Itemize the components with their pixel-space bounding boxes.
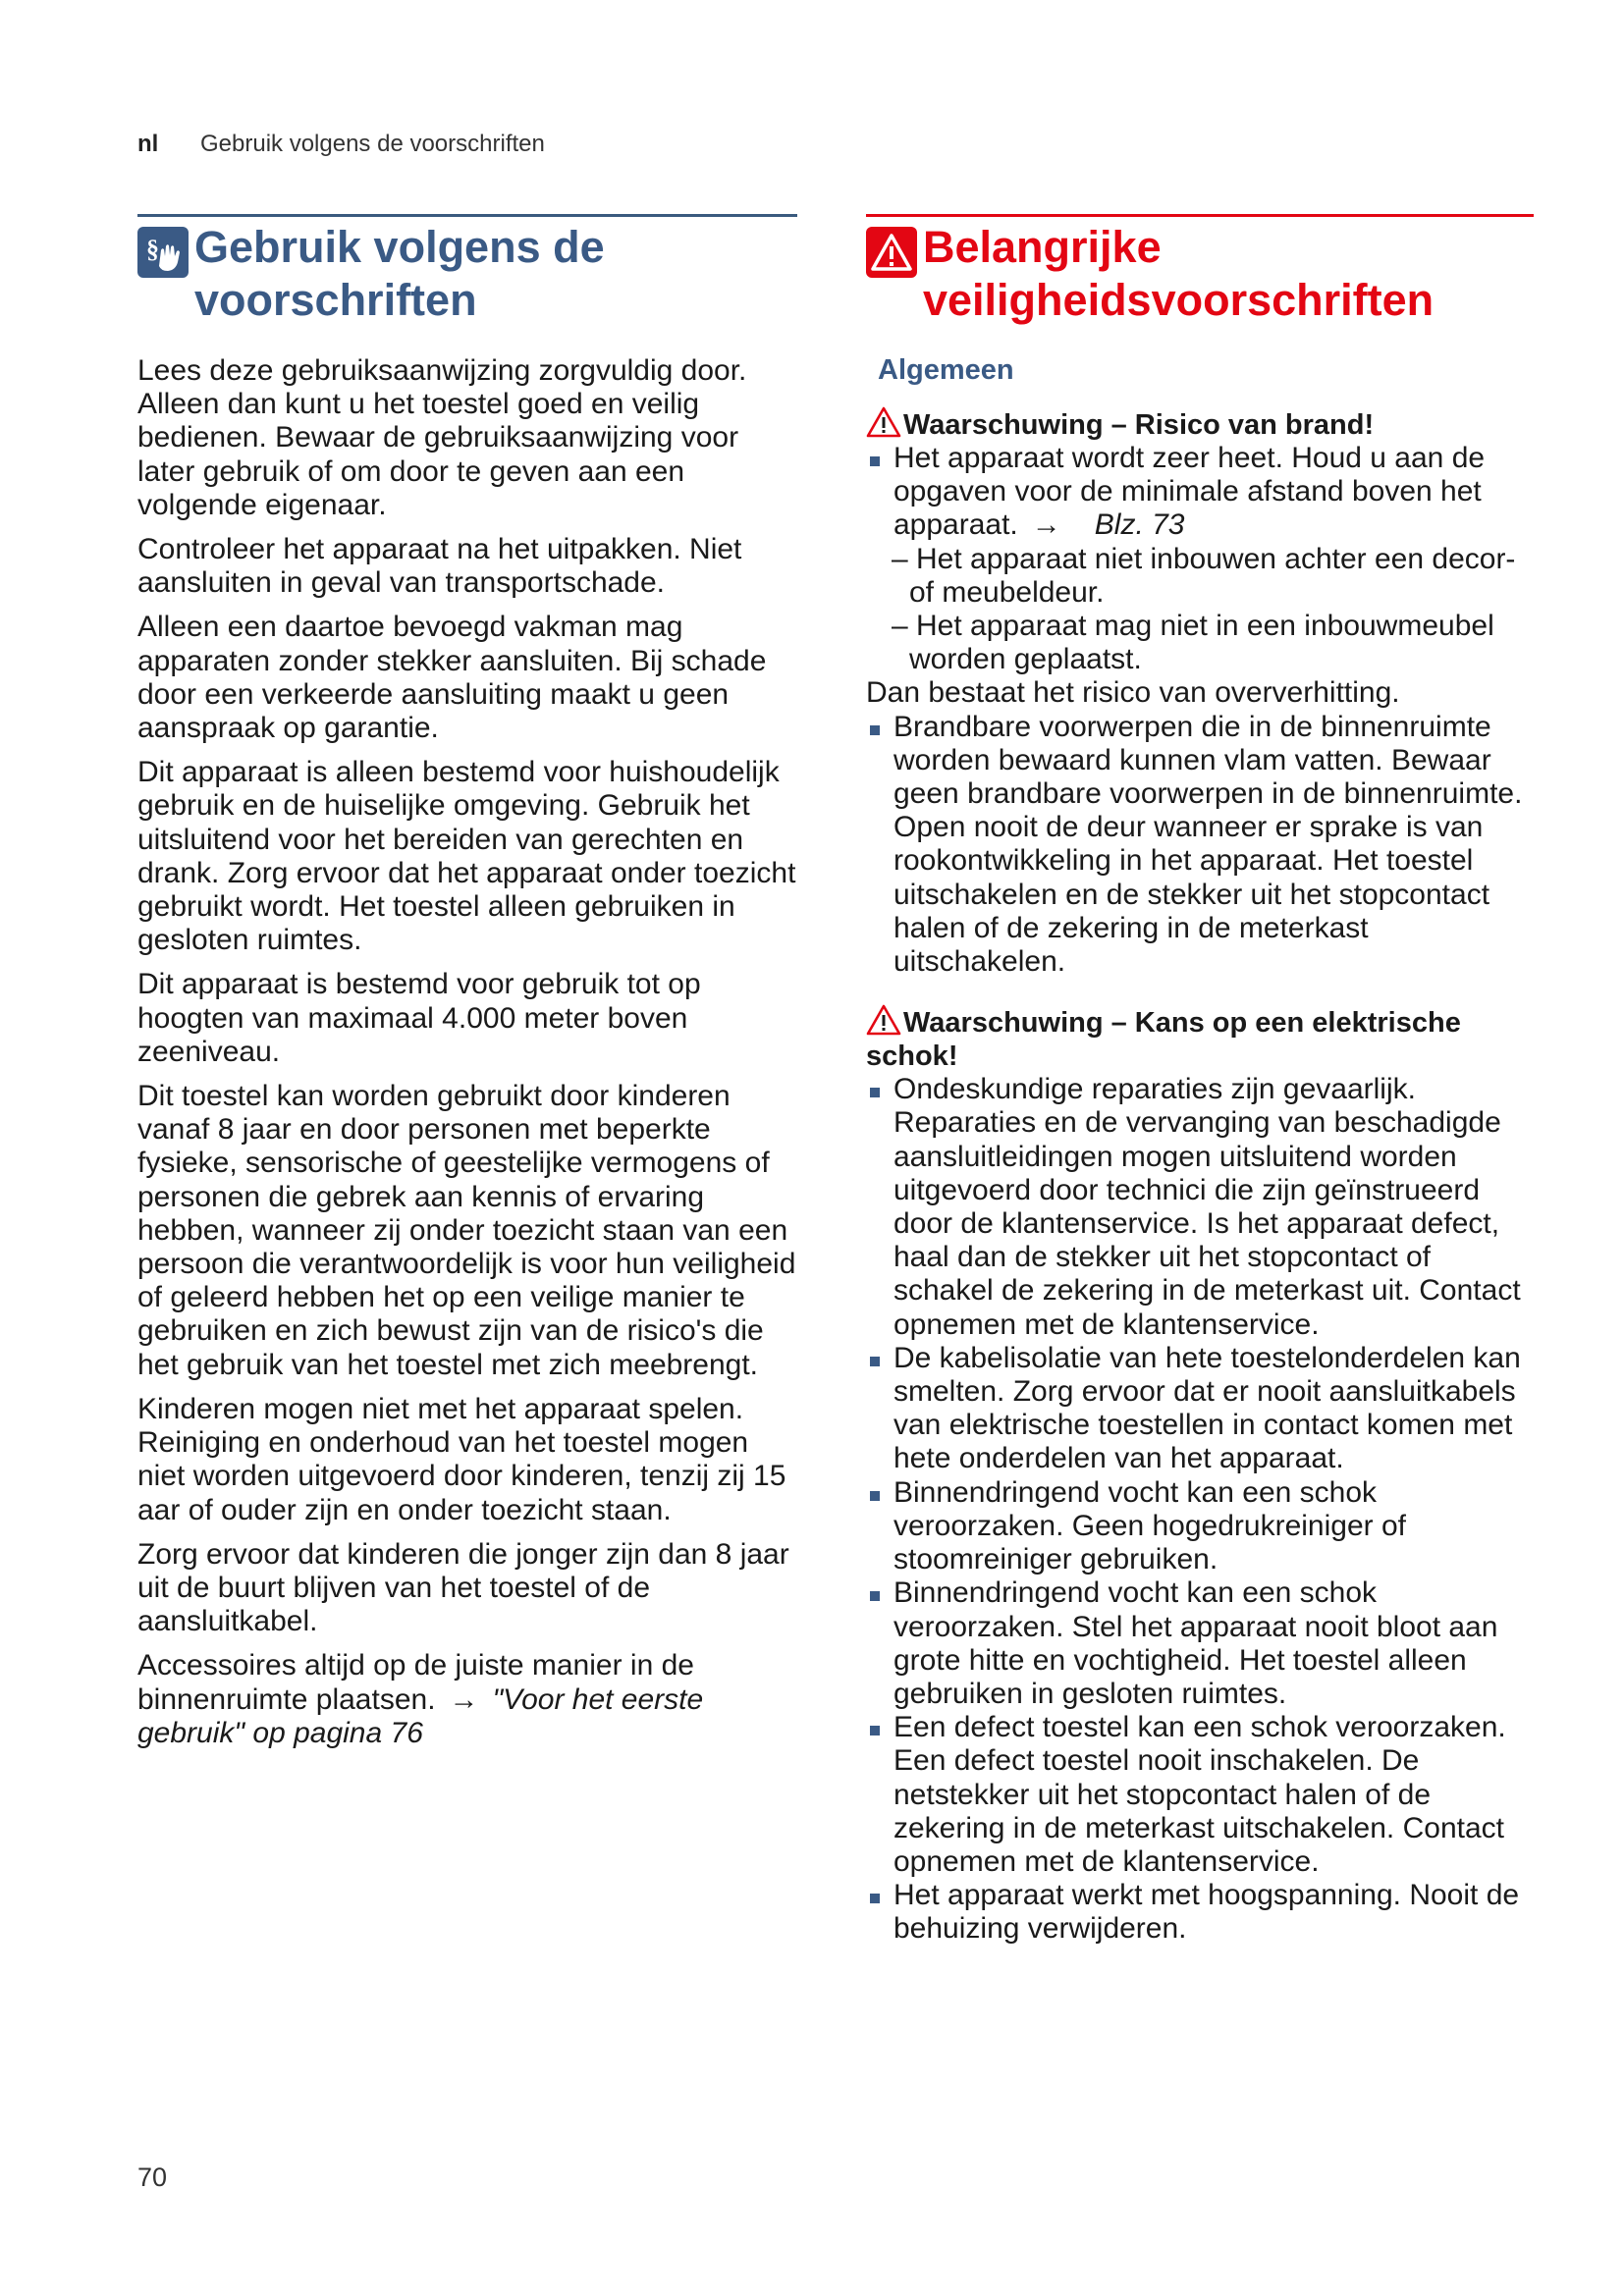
list-item	[866, 1342, 1534, 1476]
section-rule	[137, 214, 797, 217]
bullet-icon	[870, 1726, 880, 1735]
warning-title-text: Waarschuwing – Risico van brand!	[903, 409, 1375, 441]
list-item-text: Binnendringend vocht kan een schok veroorzaken. Geen hogedrukreiniger of stoomreiniger gebruiken.	[893, 1475, 1406, 1576]
bullet-icon	[870, 456, 880, 466]
paragraph-with-reference	[137, 1649, 797, 1750]
warning-title-text: Waarschuwing – Kans op een elektrische schok!	[866, 1007, 1461, 1073]
warning-triangle-icon	[866, 227, 917, 278]
paragraph: Kinderen mogen niet met het apparaat spelen. Reiniging en onderhoud van het toestel mogen niet worden uitgevoerd door kinderen, tenzij zij 15 aar of ouder zijn en onder toezicht staan.	[137, 1392, 786, 1526]
list-item-text: Brandbare voorwerpen die in de binnenruimte worden bewaard kunnen vlam vatten. Bewaar geen brandbare voorwerpen in de binnenruimte. Open nooit de deur wanneer er sprake is van rookontwikkeling in het apparaat. Het toestel uitschakelen en de stekker uit het stopcontact halen of de zekering in de meterkast uitschakelen.	[893, 710, 1523, 979]
arrow-icon: →	[449, 1682, 479, 1716]
paragraph: Alleen een daartoe bevoegd vakman mag apparaten zonder stekker aansluiten. Bij schade door een verkeerde aansluiting maakt u geen aanspraak op garantie.	[137, 611, 767, 745]
list-item	[866, 442, 1534, 543]
arrow-icon: →	[1031, 508, 1061, 542]
warning-electric-shock	[866, 1004, 1534, 1946]
paragraph-hand-icon	[137, 227, 189, 278]
warning-list	[866, 442, 1534, 543]
paragraph: Zorg ervoor dat kinderen die jonger zijn dan 8 jaar uit de buurt blijven van het toestel of de aansluitkabel.	[137, 1537, 789, 1638]
list-item	[866, 1711, 1534, 1879]
list-item-text: Binnendringend vocht kan een schok veroorzaken. Stel het apparaat nooit bloot aan grote hitte en vochtigheid. Het toestel alleen gebruiken in gesloten ruimtes.	[893, 1576, 1498, 1710]
bullet-icon	[870, 1357, 880, 1366]
paragraph: Lees deze gebruiksaanwijzing zorgvuldig door. Alleen dan kunt u het toestel goed en veilig bedienen. Bewaar de gebruiksaanwijzing voor later gebruik of om door te geven aan een volgende eigenaar.	[137, 354, 747, 521]
list-item-text: Een defect toestel kan een schok veroorzaken. Een defect toestel nooit inschakelen. De netstekker uit het stopcontact halen of de zekering in de meterkast uitschakelen. Contact opnemen met de klantenservice.	[893, 1711, 1506, 1878]
bullet-icon	[870, 1591, 880, 1601]
warning-title	[866, 406, 1534, 442]
bullet-icon	[870, 725, 880, 735]
paragraph: Controleer het apparaat na het uitpakken. Niet aansluiten in geval van transportschade.	[137, 533, 742, 600]
bullet-icon	[870, 1491, 880, 1501]
warning-list	[866, 711, 1534, 980]
section-rule	[866, 214, 1534, 217]
left-column	[137, 214, 797, 1761]
list-item	[866, 1476, 1534, 1577]
bullet-icon	[870, 1894, 880, 1903]
page-reference-link[interactable]: Blz. 73	[1094, 508, 1185, 542]
right-column	[866, 214, 1534, 1947]
paragraph: Dit apparaat is alleen bestemd voor huishoudelijk gebruik en de huiselijke omgeving. Gebruik het uitsluitend voor het bereiden van gerechten en drank. Zorg ervoor dat het apparaat onder toezicht gebruikt wordt. Het toestel alleen gebruiken in gesloten ruimtes.	[137, 756, 796, 957]
page-reference-link[interactable]: "Voor het eerste gebruik" op pagina 76	[137, 1682, 704, 1749]
list-item	[866, 1576, 1534, 1711]
list-item	[866, 1879, 1534, 1946]
title-line-1: Gebruik volgens de	[194, 222, 605, 272]
list-item	[866, 1073, 1534, 1342]
header-section-title: Gebruik volgens de voorschriften	[200, 131, 545, 157]
running-header	[137, 131, 545, 158]
language-code: nl	[137, 131, 159, 157]
warning-consequence: Dan bestaat het risico van oververhitting.	[866, 676, 1400, 710]
paragraph: Dit apparaat is bestemd voor gebruik tot op hoogten van maximaal 4.000 meter boven zeeniveau.	[137, 968, 701, 1068]
title-line-2: voorschriften	[194, 275, 477, 325]
page-number: 70	[137, 2163, 168, 2192]
paragraph: Dit toestel kan worden gebruikt door kinderen vanaf 8 jaar en door personen met beperkte fysieke, sensorische of geestelijke vermogens of personen die gebrek aan kennis of ervaring hebben, wanneer zij onder toezicht staan van een persoon die verantwoordelijk is voor hun veiligheid of geleerd hebben het op een veilige manier te gebruiken en zich bewust zijn van de risico's die het gebruik van het toestel met zich meebrengt.	[137, 1080, 796, 1381]
paragraph-text: Accessoires altijd op de juiste manier in de binnenruimte plaatsen.	[137, 1649, 694, 1716]
section-title-intended-use	[137, 221, 797, 327]
title-line-1: Belangrijke	[923, 222, 1162, 272]
warning-list	[866, 1073, 1534, 1946]
warning-fire	[866, 406, 1534, 979]
svg-text:§: §	[146, 235, 159, 263]
bullet-icon	[870, 1088, 880, 1097]
subheading-general: Algemeen	[878, 354, 1014, 386]
title-line-2: veiligheidsvoorschriften	[923, 275, 1435, 325]
intended-use-body	[137, 354, 797, 1750]
list-item-text: Het apparaat wordt zeer heet. Houd u aan de opgaven voor de minimale afstand boven het apparaat.	[893, 442, 1486, 542]
list-item-text: De kabelisolatie van hete toestelonderdelen kan smelten. Zorg ervoor dat er nooit aansluitkabels van elektrische toestellen in contact komen met hete onderdelen van het apparaat.	[893, 1341, 1521, 1475]
sub-item: – Het apparaat niet inbouwen achter een decor- of meubeldeur.	[892, 542, 1516, 609]
section-title-safety	[866, 221, 1534, 327]
sub-item: – Het apparaat mag niet in een inbouwmeubel worden geplaatst.	[892, 610, 1494, 676]
warning-triangle-icon	[866, 1004, 901, 1036]
warning-triangle-icon	[866, 406, 901, 438]
warning-title	[866, 1004, 1534, 1073]
list-item	[866, 711, 1534, 980]
list-item-text: Het apparaat werkt met hoogspanning. Nooit de behuizing verwijderen.	[893, 1879, 1520, 1946]
list-item-text: Ondeskundige reparaties zijn gevaarlijk. Reparaties en de vervanging van beschadigde aansluitleidingen mogen uitsluitend worden uitgevoerd door technici die zijn geïnstrueerd door de klantenservice. Is het apparaat defect, haal dan de stekker uit het stopcontact of schakel de zekering in de meterkast uit. Contact opnemen met de klantenservice.	[893, 1073, 1521, 1341]
